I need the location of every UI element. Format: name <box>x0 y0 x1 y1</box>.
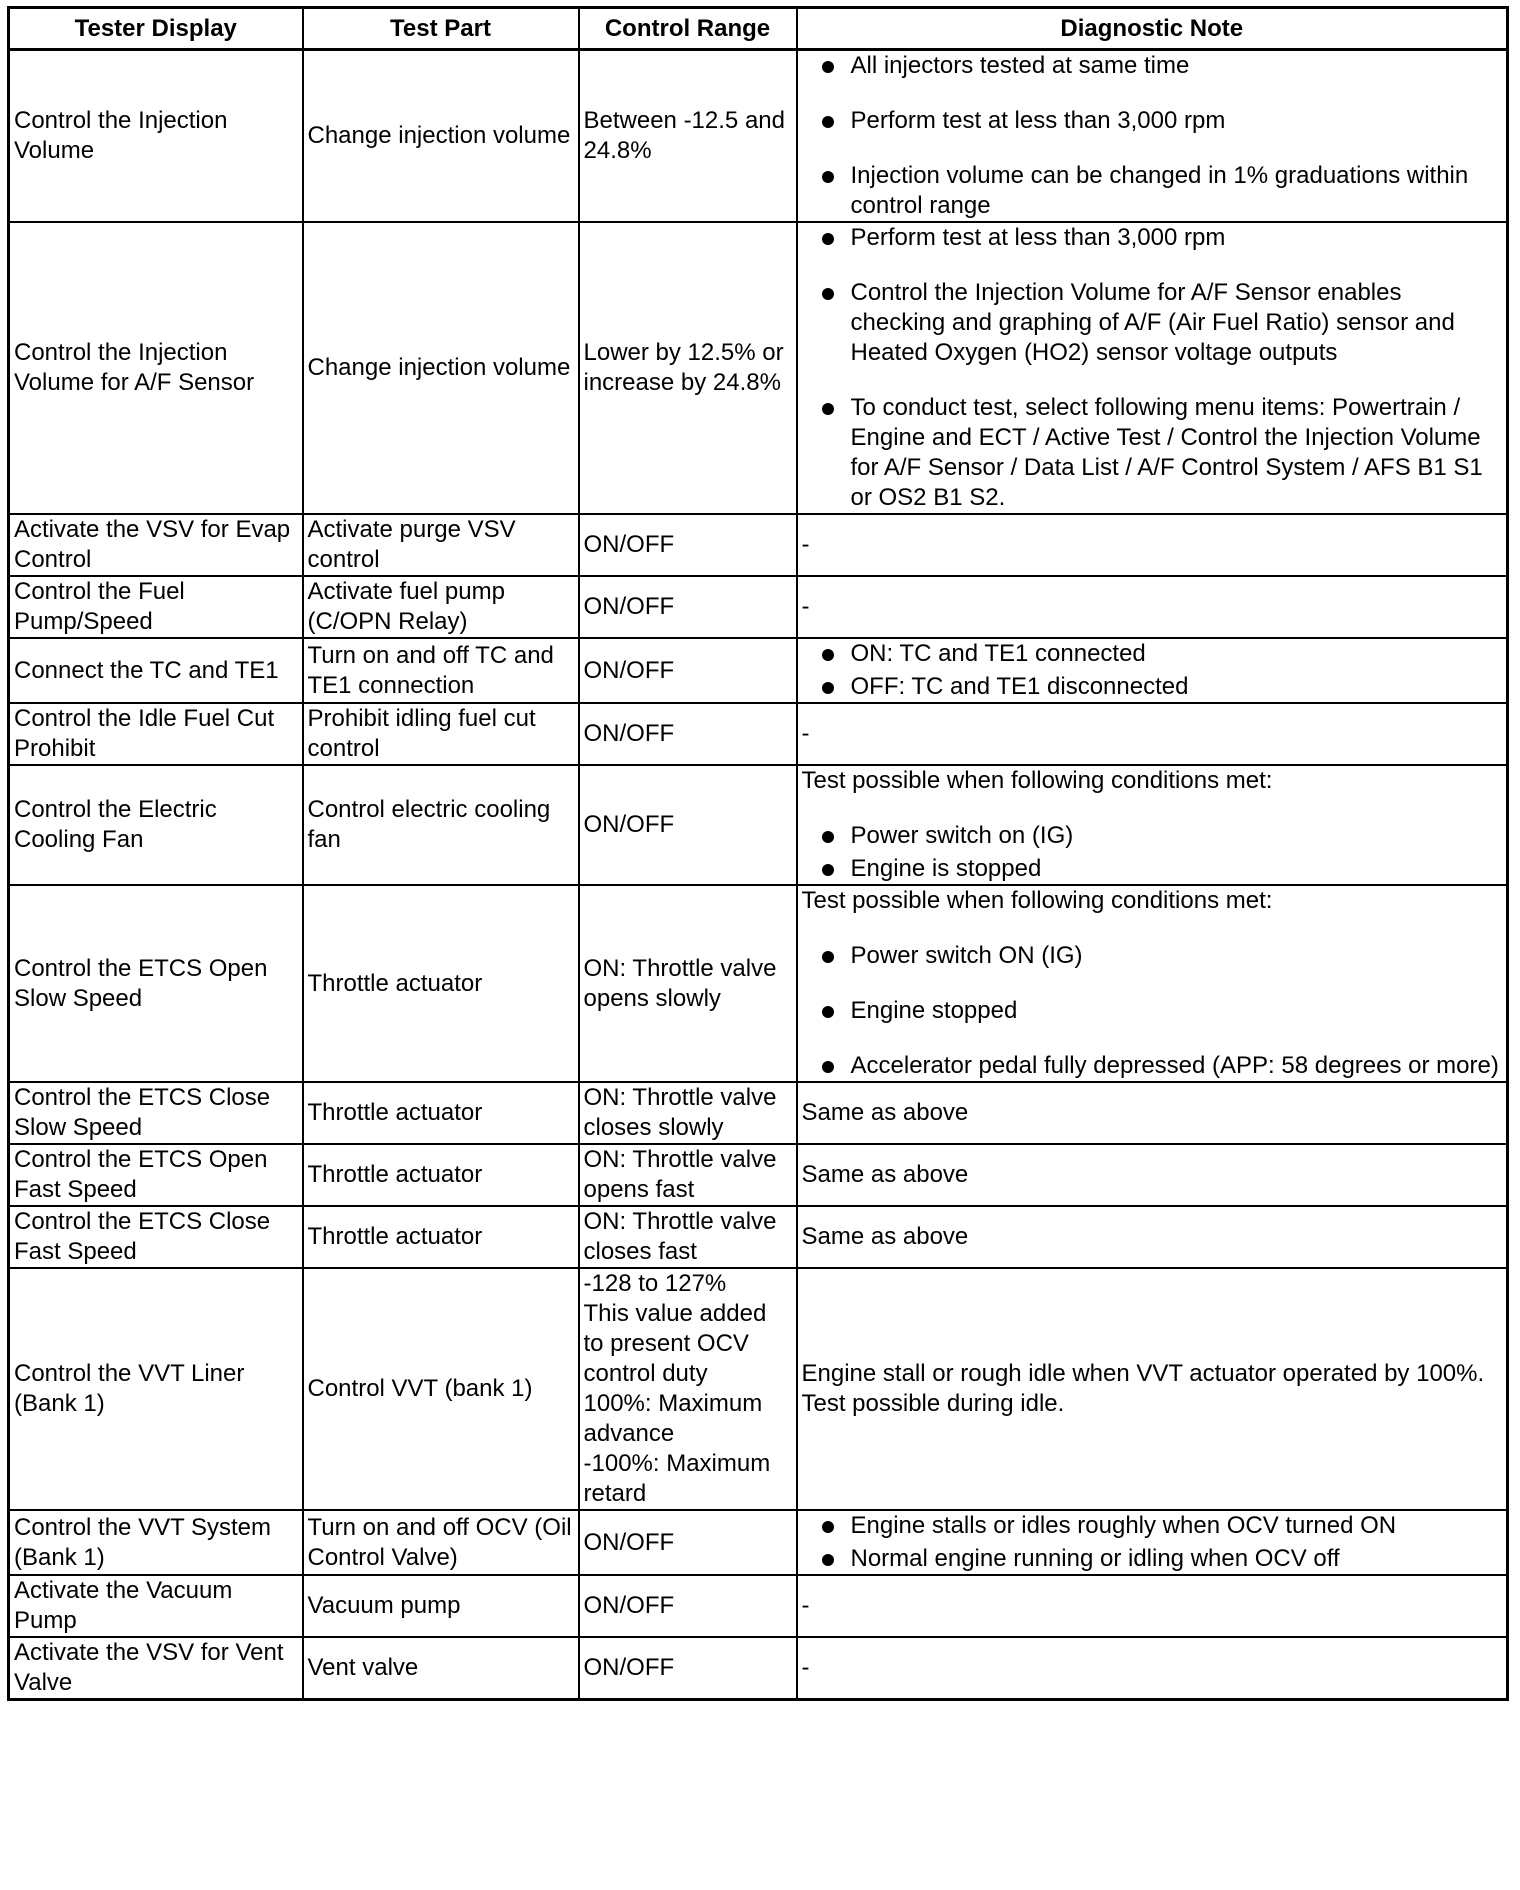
tester-display-cell: Control the VVT System (Bank 1) <box>9 1510 303 1575</box>
control-range-cell: ON: Throttle valve opens slowly <box>579 885 797 1082</box>
header-row <box>9 8 1508 50</box>
test-part-cell: Activate fuel pump (C/OPN Relay) <box>303 576 579 638</box>
note-bullet-list <box>802 1511 1503 1574</box>
note-bullet: Control the Injection Volume for A/F Sensor enables checking and graphing of A/F (Air Fuel Ratio) sensor and Heated Oxygen (HO2) sensor voltage outputs <box>802 278 1503 368</box>
tester-display-cell: Control the VVT Liner (Bank 1) <box>9 1268 303 1510</box>
table-row <box>9 576 1508 638</box>
range-line: -100%: Maximum retard <box>583 1450 771 1507</box>
active-test-table <box>7 6 1509 1701</box>
diagnostic-note-cell <box>797 222 1508 514</box>
note-bullet: All injectors tested at same time <box>802 51 1503 81</box>
control-range-cell: ON: Throttle valve closes slowly <box>579 1082 797 1144</box>
table-row <box>9 1575 1508 1637</box>
note-line: Test possible during idle. <box>801 1390 1065 1417</box>
note-bullet: Perform test at less than 3,000 rpm <box>802 106 1503 136</box>
table-row <box>9 1082 1508 1144</box>
table-row <box>9 703 1508 765</box>
tester-display-cell: Control the Idle Fuel Cut Prohibit <box>9 703 303 765</box>
control-range-cell: ON: Throttle valve closes fast <box>579 1206 797 1268</box>
test-part-cell: Control VVT (bank 1) <box>303 1268 579 1510</box>
diagnostic-note-cell <box>797 1268 1508 1510</box>
note-bullet: Normal engine running or idling when OCV off <box>802 1544 1503 1574</box>
test-part-cell: Throttle actuator <box>303 885 579 1082</box>
diagnostic-note-cell <box>797 50 1508 223</box>
tester-display-cell: Control the Injection Volume for A/F Sensor <box>9 222 303 514</box>
note-bullet: Power switch on (IG) <box>802 821 1503 851</box>
header-test-part: Test Part <box>303 8 579 50</box>
note-bullet: To conduct test, select following menu items: Powertrain / Engine and ECT / Active Test / Control the Injection Volume for A/F Sensor / Data List / A/F Control System / AFS B1 S1 or OS2 B1 S2. <box>802 393 1503 513</box>
tester-display-cell: Activate the VSV for Evap Control <box>9 514 303 576</box>
table-row <box>9 1206 1508 1268</box>
test-part-cell: Vacuum pump <box>303 1575 579 1637</box>
table-row <box>9 1510 1508 1575</box>
tester-display-cell: Control the Fuel Pump/Speed <box>9 576 303 638</box>
diagnostic-note-cell: Same as above <box>797 1082 1508 1144</box>
diagnostic-note-cell: - <box>797 1637 1508 1700</box>
diagnostic-note-cell: - <box>797 1575 1508 1637</box>
range-line: -128 to 127% <box>583 1270 727 1297</box>
note-bullet-list <box>802 223 1503 513</box>
table-row <box>9 222 1508 514</box>
tester-display-cell: Control the ETCS Open Fast Speed <box>9 1144 303 1206</box>
diagnostic-note-cell <box>797 1510 1508 1575</box>
test-part-cell: Change injection volume <box>303 50 579 223</box>
tester-display-cell: Control the ETCS Close Slow Speed <box>9 1082 303 1144</box>
control-range-cell <box>579 1268 797 1510</box>
range-line: This value added to present OCV control duty <box>583 1300 767 1387</box>
diagnostic-note-cell: - <box>797 703 1508 765</box>
test-part-cell: Control electric cooling fan <box>303 765 579 885</box>
note-bullet: OFF: TC and TE1 disconnected <box>802 672 1503 702</box>
control-range-cell: Lower by 12.5% or increase by 24.8% <box>579 222 797 514</box>
control-range-cell: ON/OFF <box>579 1510 797 1575</box>
note-intro: Test possible when following conditions met: <box>801 767 1273 794</box>
table-row <box>9 638 1508 703</box>
diagnostic-note-cell: Same as above <box>797 1206 1508 1268</box>
note-intro: Test possible when following conditions met: <box>801 887 1273 914</box>
table-row <box>9 1637 1508 1700</box>
table-row <box>9 885 1508 1082</box>
test-part-cell: Turn on and off TC and TE1 connection <box>303 638 579 703</box>
note-bullet: Power switch ON (IG) <box>802 941 1503 971</box>
control-range-cell: ON/OFF <box>579 1637 797 1700</box>
note-bullet: Engine is stopped <box>802 854 1503 884</box>
table-row <box>9 1144 1508 1206</box>
note-bullet: Perform test at less than 3,000 rpm <box>802 223 1503 253</box>
tester-display-cell: Control the Electric Cooling Fan <box>9 765 303 885</box>
control-range-cell: ON/OFF <box>579 765 797 885</box>
table-row <box>9 765 1508 885</box>
test-part-cell: Turn on and off OCV (Oil Control Valve) <box>303 1510 579 1575</box>
diagnostic-note-cell: - <box>797 576 1508 638</box>
test-part-cell: Activate purge VSV control <box>303 514 579 576</box>
table-row <box>9 514 1508 576</box>
tester-display-cell: Connect the TC and TE1 <box>9 638 303 703</box>
control-range-cell: ON/OFF <box>579 514 797 576</box>
range-line: 100%: Maximum advance <box>583 1390 763 1447</box>
note-bullet: Accelerator pedal fully depressed (APP: 58 degrees or more) <box>802 1051 1503 1081</box>
test-part-cell: Change injection volume <box>303 222 579 514</box>
control-range-cell: ON/OFF <box>579 703 797 765</box>
note-line: Engine stall or rough idle when VVT actuator operated by 100%. <box>801 1360 1485 1387</box>
control-range-cell: ON/OFF <box>579 638 797 703</box>
tester-display-cell: Control the ETCS Close Fast Speed <box>9 1206 303 1268</box>
tester-display-cell: Control the Injection Volume <box>9 50 303 223</box>
header-tester-display: Tester Display <box>9 8 303 50</box>
control-range-cell: ON/OFF <box>579 576 797 638</box>
note-bullet: Engine stalls or idles roughly when OCV turned ON <box>802 1511 1503 1541</box>
note-bullet-list <box>802 821 1503 884</box>
tester-display-cell: Activate the VSV for Vent Valve <box>9 1637 303 1700</box>
test-part-cell: Prohibit idling fuel cut control <box>303 703 579 765</box>
diagnostic-note-cell <box>797 885 1508 1082</box>
note-bullet-list <box>802 51 1503 221</box>
control-range-cell: ON/OFF <box>579 1575 797 1637</box>
note-bullet: ON: TC and TE1 connected <box>802 639 1503 669</box>
table-row <box>9 50 1508 223</box>
tester-display-cell: Activate the Vacuum Pump <box>9 1575 303 1637</box>
note-bullet-list <box>802 639 1503 702</box>
diagnostic-note-cell <box>797 765 1508 885</box>
note-bullet: Engine stopped <box>802 996 1503 1026</box>
diagnostic-note-cell <box>797 638 1508 703</box>
diagnostic-note-cell: Same as above <box>797 1144 1508 1206</box>
control-range-cell: Between -12.5 and 24.8% <box>579 50 797 223</box>
table-row <box>9 1268 1508 1510</box>
header-control-range: Control Range <box>579 8 797 50</box>
note-bullet-list <box>802 941 1503 1081</box>
test-part-cell: Vent valve <box>303 1637 579 1700</box>
diagnostic-note-cell: - <box>797 514 1508 576</box>
tester-display-cell: Control the ETCS Open Slow Speed <box>9 885 303 1082</box>
test-part-cell: Throttle actuator <box>303 1144 579 1206</box>
control-range-cell: ON: Throttle valve opens fast <box>579 1144 797 1206</box>
document-page <box>7 6 1506 1701</box>
test-part-cell: Throttle actuator <box>303 1082 579 1144</box>
test-part-cell: Throttle actuator <box>303 1206 579 1268</box>
note-bullet: Injection volume can be changed in 1% graduations within control range <box>802 161 1503 221</box>
header-diagnostic-note: Diagnostic Note <box>797 8 1508 50</box>
